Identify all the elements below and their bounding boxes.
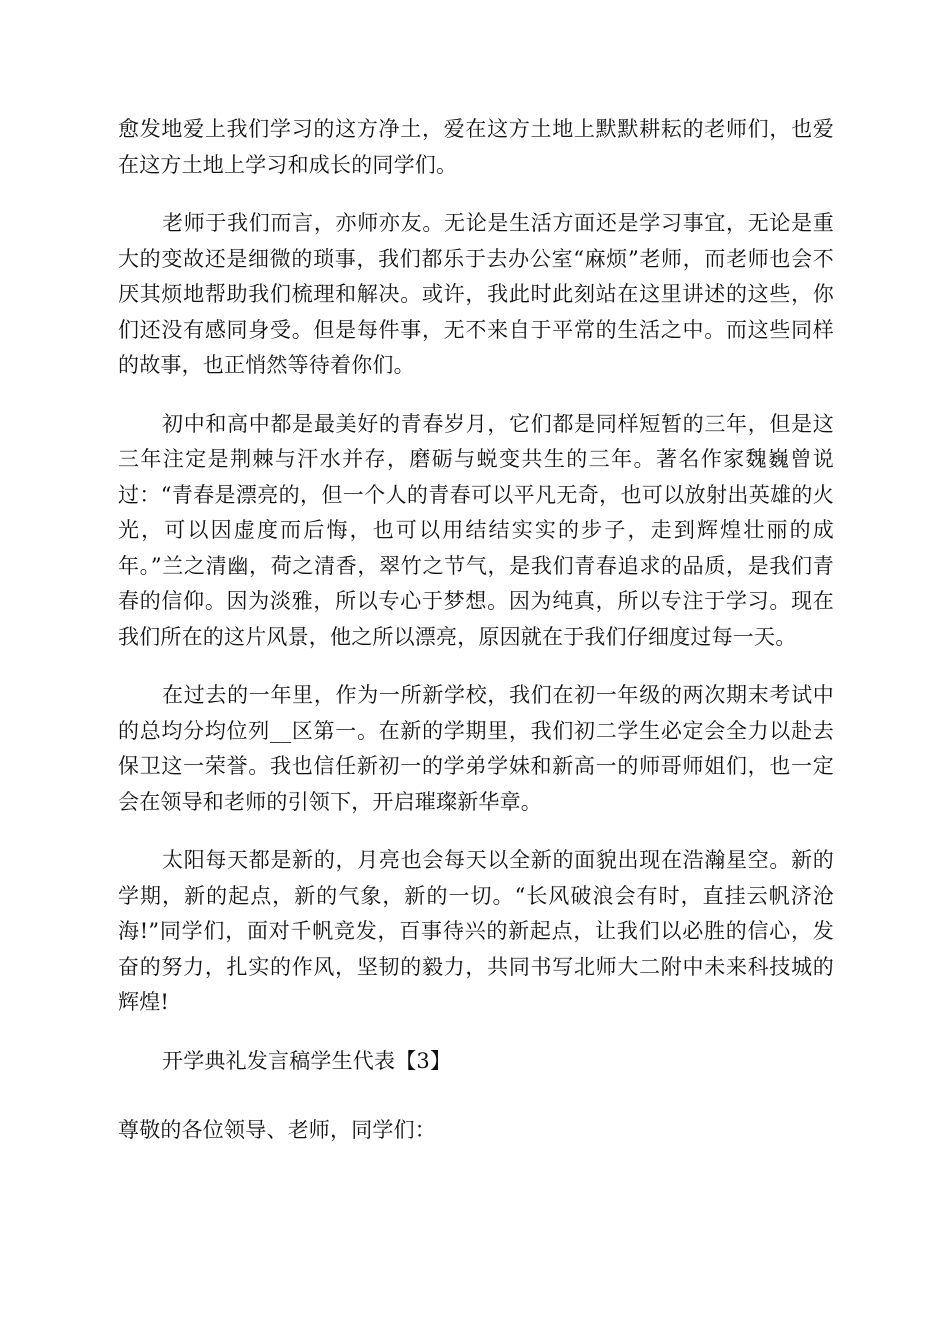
- paragraph-teachers: 老师于我们而言，亦师亦友。无论是生活方面还是学习事宜，无论是重大的变故还是细微的琐事，我们都乐于去办公室“麻烦”老师，而老师也会不厌其烦地帮助我们梳理和解决。或许，我此时此刻站在这里讲述的这些，你们还没有感同身受。但是每件事，无不来自于平常的生活之中。而这些同样的故事，也正悄然等待着你们。: [118, 211, 834, 377]
- paragraph-youth: 初中和高中都是最美好的青春岁月，它们都是同样短暂的三年，但是这三年注定是荆棘与汗水并存，磨砺与蜕变共生的三年。著名作家魏巍曾说过：“青春是漂亮的，但一个人的青春可以平凡无奇，也可以放射出英雄的火光，可以因虚度而后悔，也可以用结结实实的步子，走到辉煌壮丽的成年。”兰之清幽，荷之清香，翠竹之节气，是我们青春追求的品质，是我们青春的信仰。因为淡雅，所以专心于梦想。因为纯真，所以专注于学习。现在我们所在的这片风景，他之所以漂亮，原因就在于我们仔细度过每一天。: [118, 411, 834, 649]
- salutation: 尊敬的各位领导、老师，同学们：: [118, 1118, 436, 1142]
- paragraph-continued: 愈发地爱上我们学习的这方净土，爱在这方土地上默默耕耘的老师们，也爱在这方土地上学习和成长的同学们。: [118, 117, 834, 177]
- paragraph-new-semester: 太阳每天都是新的，月亮也会每天以全新的面貌出现在浩瀚星空。新的学期，新的起点，新的气象，新的一切。“长风破浪会有时，直挂云帆济沧海!”同学们，面对千帆竞发，百事待兴的新起点，让我们以必胜的信心，发奋的努力，扎实的作风，坚韧的毅力，共同书写北师大二附中未来科技城的辉煌!: [118, 848, 834, 1014]
- paragraph-past-year: 在过去的一年里，作为一所新学校，我们在初一年级的两次期末考试中的总均分均位列__区第一。在新的学期里，我们初二学生必定会全力以赴去保卫这一荣誉。我也信任新初一的学弟学妹和新高一的师哥师姐们，也一定会在领导和老师的引领下，开启璀璨新华章。: [118, 683, 834, 814]
- document-body: [118, 112, 834, 1172]
- section-heading: 开学典礼发言稿学生代表【3】: [162, 1048, 452, 1073]
